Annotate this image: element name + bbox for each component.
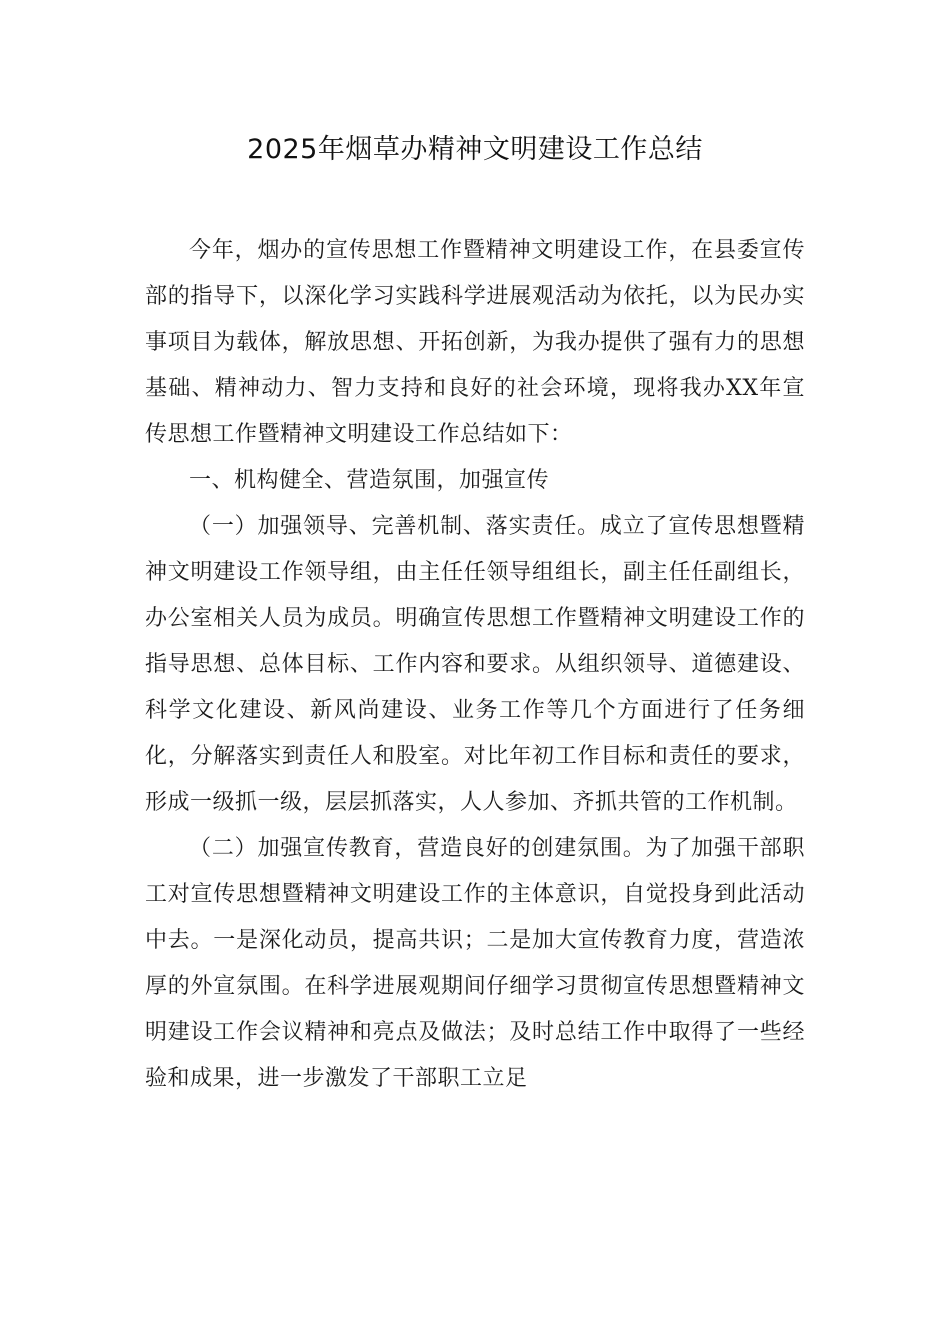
paragraph-intro: 今年，烟办的宣传思想工作暨精神文明建设工作，在县委宣传部的指导下，以深化学习实践科学进展观活动为依托，以为民办实事项目为载体，解放思想、开拓创新，为我办提供了强有力的思想基础、精神动力、智力支持和良好的社会环境，现将我办XX年宣传思想工作暨精神文明建设工作总结如下： <box>145 238 805 447</box>
paragraph-subsection-1: （一）加强领导、完善机制、落实责任。成立了宣传思想暨精神文明建设工作领导组，由主任任领导组组长，副主任任副组长，办公室相关人员为成员。明确宣传思想工作暨精神文明建设工作的指导思想、总体目标、工作内容和要求。从组织领导、道德建设、科学文化建设、新风尚建设、业务工作等几个方面进行了任务细化，分解落实到责任人和股室。对比年初工作目标和责任的要求，形成一级抓一级，层层抓落实，人人参加、齐抓共管的工作机制。 <box>145 514 805 815</box>
section-heading-1: 一、机构健全、营造氛围，加强宣传 <box>189 468 550 493</box>
paragraph-subsection-2: （二）加强宣传教育，营造良好的创建氛围。为了加强干部职工对宣传思想暨精神文明建设工作的主体意识，自觉投身到此活动中去。一是深化动员，提高共识；二是加大宣传教育力度，营造浓厚的外宣氛围。在科学进展观期间仔细学习贯彻宣传思想暨精神文明建设工作会议精神和亮点及做法；及时总结工作中取得了一些经验和成果，进一步激发了干部职工立足 <box>145 836 805 1091</box>
document-title: 2025年烟草办精神文明建设工作总结 <box>247 134 703 165</box>
document-body <box>145 228 805 1102</box>
